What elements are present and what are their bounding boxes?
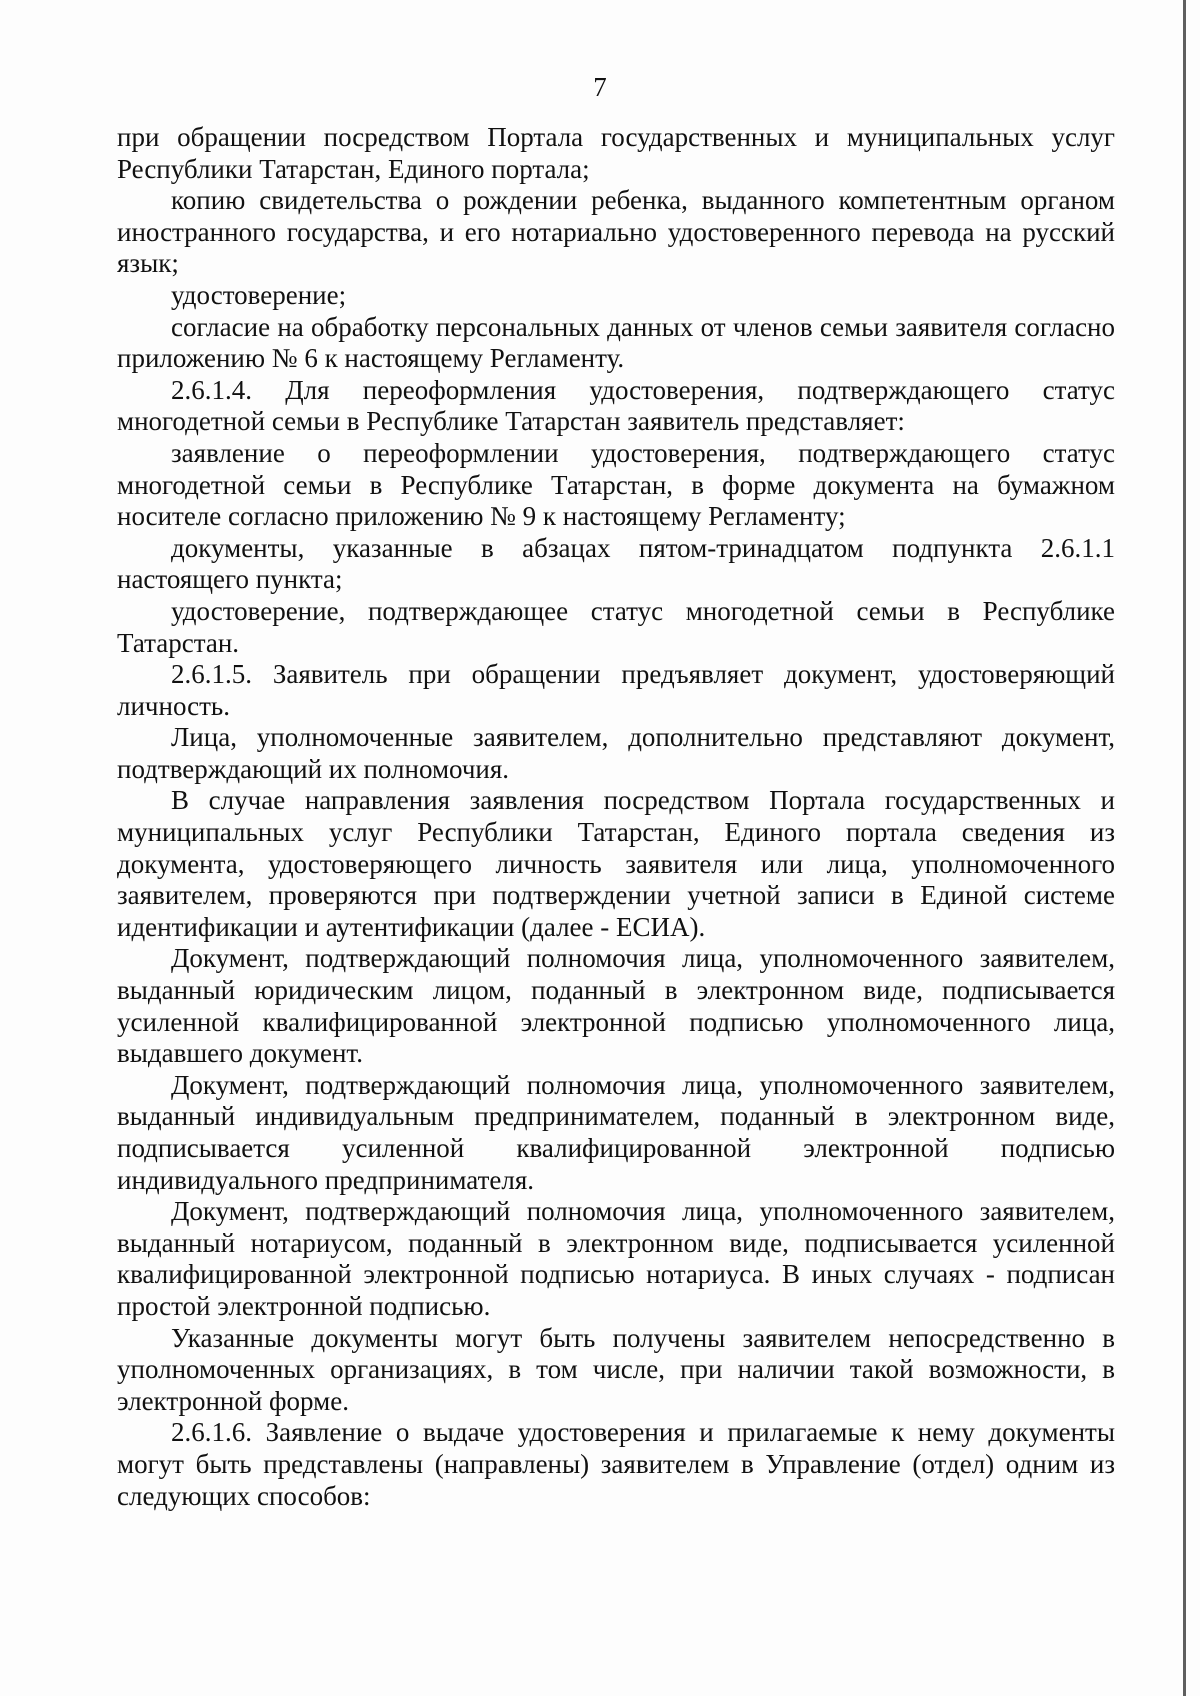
paragraph-2-6-1-6: 2.6.1.6. Заявление о выдаче удостоверения и прилагаемые к нему документы могут быть представлены (направлены) заявителем в Управление (отдел) одним из следующих способов: <box>117 1417 1115 1511</box>
paragraph-certificate: удостоверение; <box>171 279 347 310</box>
paragraph-esia-verification: В случае направления заявления посредством Портала государственных и муниципальных услуг Республики Татарстан, Единого портала сведения из документа, удостоверяющего личность заявителя или лица, уполномоченного заявителем, проверяются при подтверждении учетной записи в Единой системе идентификации и аутентификации (далее - ЕСИА). <box>117 785 1115 942</box>
paragraph-personal-data-consent: согласие на обработку персональных данных от членов семьи заявителя согласно приложению № 6 к настоящему Регламенту. <box>117 311 1115 374</box>
paragraph-documents-listed: документы, указанные в абзацах пятом-тринадцатом подпункта 2.6.1.1 настоящего пункта; <box>117 532 1115 595</box>
paragraph-legal-entity-signature: Документ, подтверждающий полномочия лица, уполномоченного заявителем, выданный юридическим лицом, поданный в электронном виде, подписывается усиленной квалифицированной электронной подписью уполномоченного лица, выдавшего документ. <box>117 943 1115 1069</box>
paragraph-portal-request: при обращении посредством Портала государственных и муниципальных услуг Республики Татарстан, Единого портала; <box>117 122 1115 184</box>
scan-edge-line <box>1183 0 1186 1696</box>
paragraph-reissue-application: заявление о переоформлении удостоверения, подтверждающего статус многодетной семьи в Республике Татарстан, в форме документа на бумажном носителе согласно приложению № 9 к настоящему Регламенту; <box>117 437 1115 532</box>
paragraph-status-certificate: удостоверение, подтверждающее статус многодетной семьи в Республике Татарстан. <box>117 595 1115 658</box>
paragraph-birth-certificate-copy: копию свидетельства о рождении ребенка, выданного компетентным органом иностранного государства, и его нотариально удостоверенного перевода на русский язык; <box>117 185 1115 279</box>
paragraph-entrepreneur-signature: Документ, подтверждающий полномочия лица, уполномоченного заявителем, выданный индивидуальным предпринимателем, поданный в электронном виде, подписывается усиленной квалифицированной электронной подписью индивидуального предпринимателя. <box>117 1069 1115 1195</box>
paragraph-2-6-1-4: 2.6.1.4. Для переоформления удостоверения, подтверждающего статус многодетной семьи в Республике Татарстан заявитель представляет: <box>117 374 1115 437</box>
paragraph-authorized-persons: Лица, уполномоченные заявителем, дополнительно представляют документ, подтверждающий их полномочия. <box>117 722 1115 784</box>
paragraph-notary-signature: Документ, подтверждающий полномочия лица, уполномоченного заявителем, выданный нотариусом, поданный в электронном виде, подписывается усиленной квалифицированной электронной подписью нотариуса. В иных случаях - подписан простой электронной подписью. <box>117 1196 1115 1321</box>
page-number: 7 <box>593 72 607 102</box>
paragraph-2-6-1-5: 2.6.1.5. Заявитель при обращении предъявляет документ, удостоверяющий личность. <box>117 659 1115 721</box>
document-body <box>117 122 1115 1512</box>
paragraph-documents-obtained: Указанные документы могут быть получены заявителем непосредственно в уполномоченных организациях, в том числе, при наличии такой возможности, в электронной форме. <box>117 1322 1115 1416</box>
